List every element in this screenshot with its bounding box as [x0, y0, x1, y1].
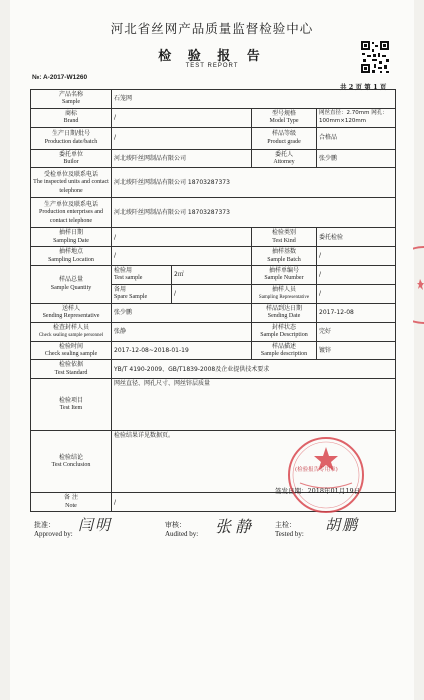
row-producer	[31, 198, 396, 228]
check-time-label-cell	[31, 341, 112, 360]
row-sampling-location	[31, 247, 396, 266]
row-check-person	[31, 322, 396, 341]
row-sender	[31, 303, 396, 322]
builder-label-cell	[31, 149, 112, 168]
sample-desc-label: 样品描述	[271, 342, 296, 350]
builder-label: 委托单位	[58, 150, 83, 158]
model-label: 型号规格	[271, 109, 296, 117]
audited-label-en: Audited by:	[165, 530, 199, 538]
sample-number-value: /	[317, 266, 396, 285]
check-person-label-en: Check sealing sample personnel	[38, 333, 104, 338]
test-kind-label-cell	[252, 228, 317, 247]
report-page	[10, 0, 414, 700]
seal-state-label-cell	[252, 322, 317, 341]
tested-label-en: Tested by:	[275, 530, 304, 538]
producer-label-en: Production enterprises and contact telephone	[39, 209, 103, 224]
sampling-loc-label: 抽样地点	[58, 248, 83, 256]
sender-label-cell	[31, 303, 112, 322]
standard-value: YB/T 4190-2009、GB/T1839-2008及企业提供技术要求	[112, 360, 396, 379]
item-label-cell	[31, 379, 112, 431]
check-time-label-en: Check sealing sample	[44, 350, 98, 357]
batch-label: 抽样基数	[271, 248, 296, 256]
client-value: 张少鹏	[317, 149, 396, 168]
send-date-label-en: Sending Date	[267, 313, 301, 320]
inspected-label-en: The inspected units and contact telephone	[33, 179, 109, 194]
conclusion-value: 检验结果详见数据页。	[112, 431, 396, 493]
batch-label-en: Sample Batch	[267, 256, 301, 263]
sampler-label-en: Sampling Representative	[258, 295, 310, 301]
client-label-en: Attorney	[273, 159, 295, 166]
sample-number-label-cell	[252, 266, 317, 285]
row-sample	[31, 90, 396, 109]
sample-desc-label-cell	[252, 341, 317, 360]
row-builor	[31, 149, 396, 168]
audited-signature: 张静	[215, 517, 256, 536]
producer-label-cell	[31, 198, 112, 228]
row-test-item	[31, 379, 396, 431]
prod-date-label: 生产日期/批号	[51, 130, 91, 138]
spare-label: 备用	[114, 285, 127, 293]
tested-label: 主检：	[275, 521, 296, 529]
sampling-date-value: /	[112, 228, 252, 247]
spare-label-en: Spare Sample	[114, 294, 148, 301]
standard-label: 检验依据	[58, 361, 83, 369]
approved-label: 批准：	[34, 521, 55, 529]
check-time-value: 2017-12-08~2018-01-19	[112, 341, 252, 360]
approved-block	[34, 520, 73, 538]
sampling-date-label: 抽样日期	[58, 229, 83, 237]
send-date-label: 样品到达日期	[265, 304, 302, 312]
sender-label: 送样人	[61, 304, 80, 312]
row-production-date	[31, 127, 396, 149]
row-inspected	[31, 168, 396, 198]
model-label-en: Model Type	[269, 118, 299, 125]
sampling-loc-label-en: Sampling Location	[48, 256, 94, 263]
test-kind-label: 检验类别	[271, 229, 296, 237]
spare-value: /	[172, 284, 252, 303]
standard-label-en: Test Standard	[54, 369, 88, 376]
client-label-cell	[252, 149, 317, 168]
conclusion-label-en: Test Conclusion	[51, 462, 91, 469]
seal-state-label-en: Sample Description	[260, 332, 308, 338]
brand-label: 商标	[64, 109, 77, 117]
report-subtitle: TEST REPORT	[185, 63, 239, 69]
approved-signature: 闫明	[78, 516, 113, 534]
builder-value: 河北竣阡丝网制品有限公司	[112, 149, 252, 168]
inspected-value: 河北竣阡丝网制品有限公司 18703287373	[112, 168, 396, 198]
quantity-label-cell	[31, 266, 112, 304]
sender-value: 张少鹏	[112, 303, 252, 322]
conclusion-label-cell	[31, 431, 112, 493]
item-label: 检验项目	[58, 396, 83, 404]
report-number: №: A-2017-W1260	[32, 74, 88, 81]
check-time-label: 检验时间	[58, 342, 83, 350]
check-person-label-cell	[31, 322, 112, 341]
seal-state-label: 封样状态	[271, 323, 296, 331]
issue-date: 签发日期：2018年01月19日	[275, 487, 361, 495]
sampling-loc-label-cell	[31, 247, 112, 266]
sampler-label: 抽样人员	[271, 285, 296, 293]
test-sample-value: 2㎡	[172, 266, 252, 285]
audited-label: 审核：	[165, 521, 186, 529]
sample-number-label: 抽样单编号	[268, 267, 299, 275]
test-sample-label-cell	[112, 266, 172, 285]
batch-label-cell	[252, 247, 317, 266]
grade-label: 样品等级	[271, 130, 296, 138]
check-person-label: 检查封样人员	[52, 323, 89, 331]
check-person-value: 张静	[112, 322, 252, 341]
row-standard	[31, 360, 396, 379]
brand-label-cell	[31, 108, 112, 127]
inspected-label-cell	[31, 168, 112, 198]
test-kind-label-en: Test Kind	[272, 237, 296, 244]
item-label-en: Test Item	[59, 405, 83, 412]
sample-label-en: Sample	[62, 99, 80, 106]
producer-label: 生产单位及联系电话	[43, 200, 98, 208]
org-name: 河北省丝网产品质量监督检验中心	[110, 21, 314, 36]
builder-label-en: Builor	[63, 159, 79, 166]
sample-label-cell	[31, 90, 112, 109]
conclusion-label: 检验结论	[58, 453, 83, 461]
note-label-cell	[31, 493, 112, 512]
sample-value: 石笼网	[112, 90, 396, 109]
quantity-label: 样品总量	[58, 276, 83, 284]
sampler-value: /	[317, 284, 396, 303]
test-sample-label-en: Test sample	[114, 275, 143, 282]
send-date-value: 2017-12-08	[317, 303, 396, 322]
sample-desc-value: 镀锌	[317, 341, 396, 360]
client-label: 委托人	[274, 150, 293, 158]
inspected-label: 受检单位及联系电话	[43, 170, 98, 178]
test-sample-label: 检验用	[114, 267, 133, 275]
row-check-time	[31, 341, 396, 360]
model-label-cell	[252, 108, 317, 127]
sampling-date-label-en: Sampling Date	[53, 237, 89, 244]
row-sampling-date	[31, 228, 396, 247]
sample-desc-label-en: Sample description	[260, 350, 308, 357]
sampling-date-label-cell	[31, 228, 112, 247]
tested-signature: 胡鹏	[325, 516, 360, 534]
quantity-label-en: Sample Quantity	[50, 284, 92, 291]
report-title: 检 验 报 告	[158, 49, 266, 64]
note-label-en: Note	[65, 502, 77, 509]
tested-block	[275, 520, 304, 538]
prod-date-value: /	[112, 127, 252, 149]
model-value: 网丝直径：2.70mm 网孔：100mm×120mm	[317, 108, 396, 127]
brand-value: /	[112, 108, 252, 127]
grade-label-cell	[252, 127, 317, 149]
grade-label-en: Product grade	[267, 138, 301, 145]
producer-value: 河北竣阡丝网制品有限公司 18703287373	[112, 198, 396, 228]
sampler-label-cell	[252, 284, 317, 303]
item-value: 网丝直径、网孔尺寸、网丝锌层质量	[112, 379, 396, 431]
sample-number-label-en: Sample Number	[264, 275, 304, 282]
page-info: 共 2 页 第 1 页	[340, 83, 387, 91]
row-test-sample	[31, 266, 396, 285]
audited-block	[165, 520, 198, 538]
seal-state-value: 完好	[317, 322, 396, 341]
inspection-seal-icon	[286, 435, 366, 515]
sender-label-en: Sending Representative	[42, 313, 100, 320]
batch-value: /	[317, 247, 396, 266]
test-kind-value: 委托检验	[317, 228, 396, 247]
approved-label-en: Approved by:	[34, 530, 73, 538]
standard-label-cell	[31, 360, 112, 379]
brand-label-en: Brand	[63, 118, 79, 125]
sample-label: 产品名称	[58, 91, 83, 98]
sampling-loc-value: /	[112, 247, 252, 266]
note-label: 备 注	[64, 494, 78, 502]
spare-label-cell	[112, 284, 172, 303]
edge-seal-icon	[413, 245, 424, 325]
prod-date-label-cell	[31, 127, 112, 149]
grade-value: 合格品	[317, 127, 396, 149]
qr-code-icon	[360, 40, 390, 74]
prod-date-label-en: Production date/batch	[44, 138, 98, 145]
note-value: /	[112, 493, 396, 512]
row-brand	[31, 108, 396, 127]
stamp-inner-text: (检验报告专用章)	[295, 467, 338, 473]
send-date-label-cell	[252, 303, 317, 322]
